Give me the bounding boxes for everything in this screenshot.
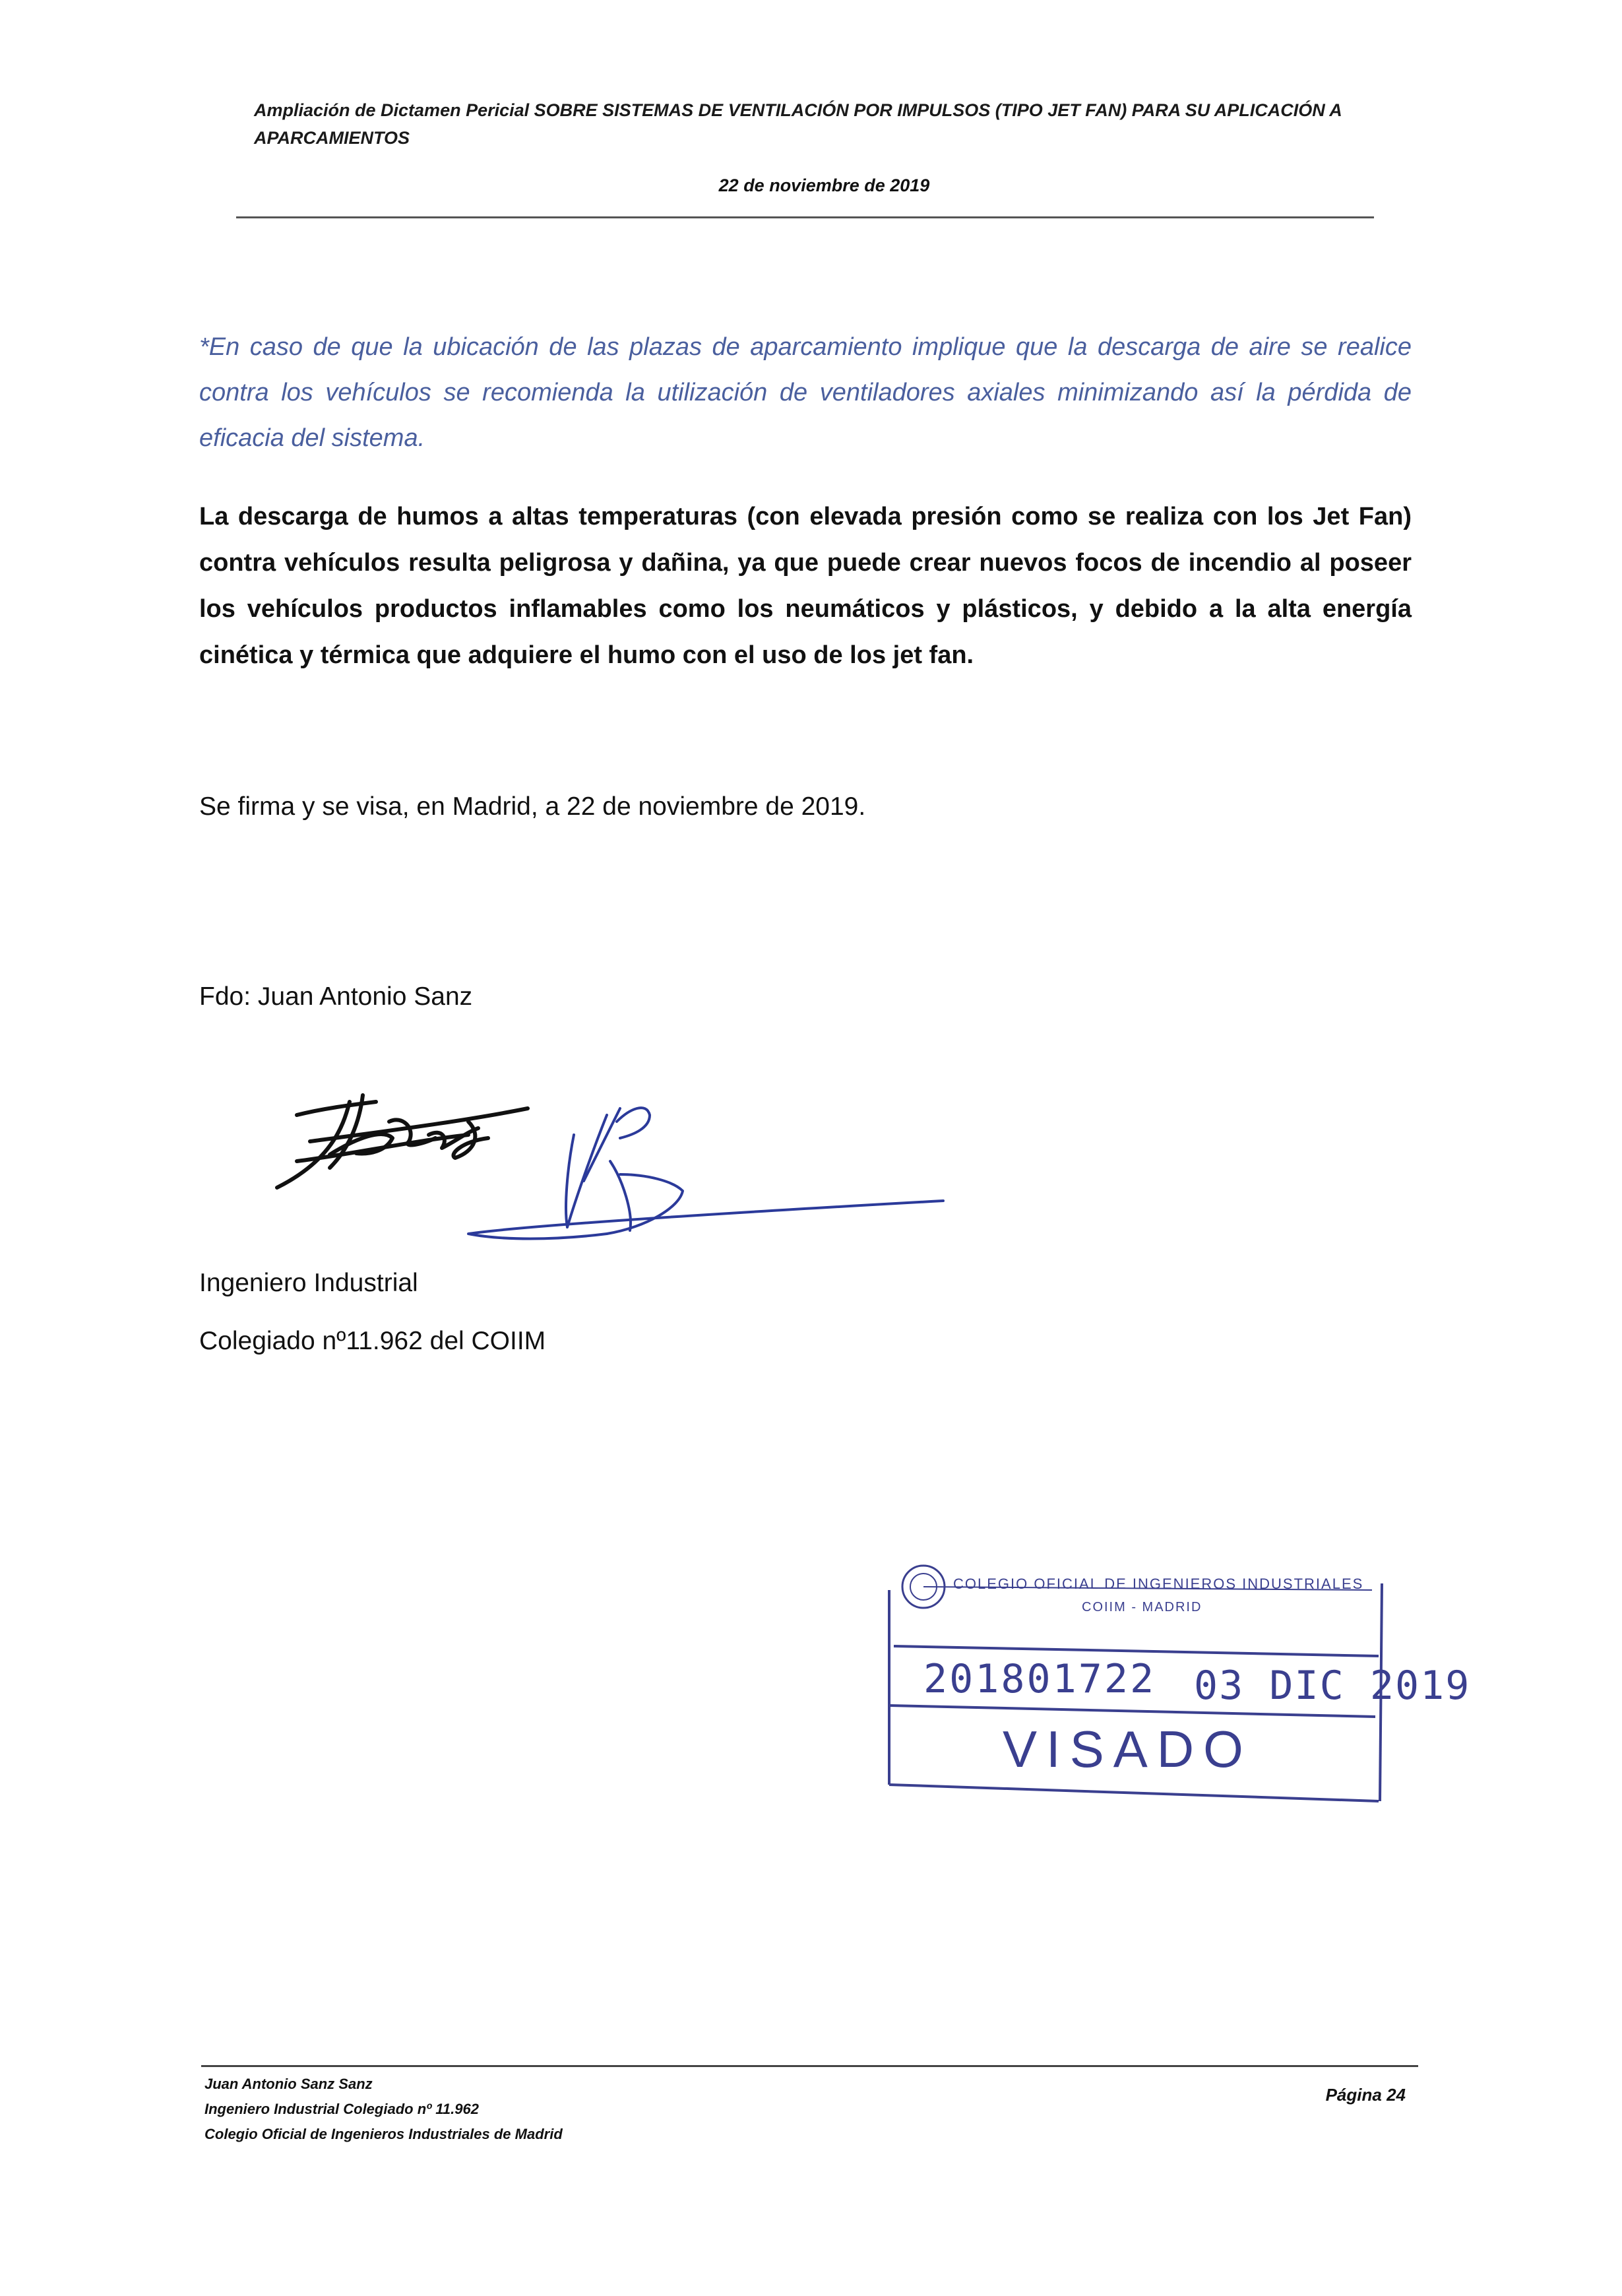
header-title: Ampliación de Dictamen Pericial SOBRE SISTEMAS DE VENTILACIÓN POR IMPULSOS (TIPO JET FAN) PARA SU APLICACIÓN A APARCAMIENTOS <box>254 100 1342 148</box>
footer-colegiado: Ingeniero Industrial Colegiado nº 11.962 <box>204 2101 479 2117</box>
footer-divider <box>201 2065 1418 2067</box>
stamp-org-line1: COLEGIO OFICIAL DE INGENIEROS INDUSTRIALES <box>953 1576 1364 1592</box>
bold-paragraph: La descarga de humos a altas temperaturas (con elevada presión como se realiza con los Jet Fan) contra vehículos resulta peligrosa y dañina, ya que puede crear nuevos focos de incendio al poseer los vehículos productos inflamables como los neumáticos y plásticos, y debido a la alta energía cinética y térmica que adquiere el humo con el uso de los jet fan. <box>199 503 1412 669</box>
footer-name: Juan Antonio Sanz Sanz <box>204 2076 373 2092</box>
stamp-date: 03 DIC 2019 <box>1194 1663 1471 1709</box>
signature-blue <box>468 1108 943 1238</box>
stamp-number: 201801722 <box>923 1656 1156 1702</box>
colegiado-number: Colegiado nº11.962 del COIIM <box>199 1327 546 1355</box>
visado-stamp <box>884 1537 1471 1821</box>
signature-black <box>277 1095 528 1188</box>
page-number: Página 24 <box>1325 2085 1406 2105</box>
sign-statement: Se firma y se visa, en Madrid, a 22 de noviembre de 2019. <box>199 792 866 821</box>
header-date: 22 de noviembre de 2019 <box>718 175 930 195</box>
footer-colegio: Colegio Oficial de Ingenieros Industriales de Madrid <box>204 2126 563 2142</box>
handwritten-signatures <box>251 1075 963 1293</box>
professional-title: Ingeniero Industrial <box>199 1269 418 1297</box>
stamp-org-line2: COIIM - MADRID <box>1082 1600 1202 1614</box>
italic-note: *En caso de que la ubicación de las plazas de aparcamiento implique que la descarga de aire se realice contra los vehículos se recomienda la utilización de ventiladores axiales minimizando así la pérdida de eficacia del sistema. <box>199 333 1412 452</box>
footer-info <box>204 2072 563 2147</box>
stamp-visado-label: VISADO <box>1003 1720 1253 1778</box>
signer-name: Fdo: Juan Antonio Sanz <box>199 982 473 1011</box>
header-divider <box>236 216 1374 218</box>
